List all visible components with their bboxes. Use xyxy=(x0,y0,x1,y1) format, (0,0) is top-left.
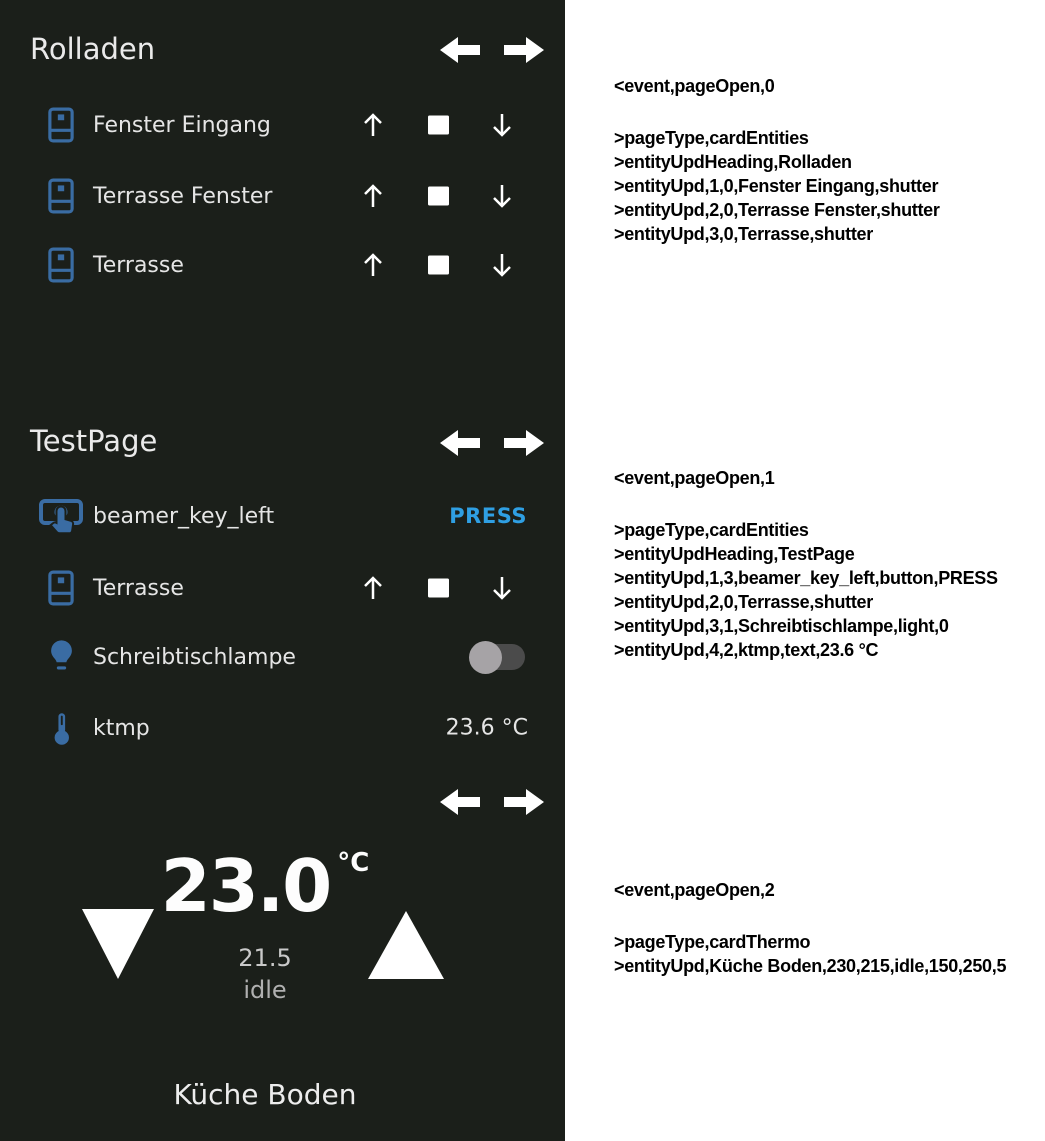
shutter-up-button[interactable] xyxy=(361,181,385,211)
shutter-stop-button[interactable] xyxy=(428,256,449,275)
log-line: >entityUpd,1,3,beamer_key_left,button,PRESS xyxy=(614,568,998,588)
nav-prev-button[interactable] xyxy=(440,787,480,817)
press-button[interactable]: PRESS xyxy=(449,504,527,528)
log-line: >entityUpd,4,2,ktmp,text,23.6 °C xyxy=(614,640,879,660)
current-temperature-value: 23.0 xyxy=(160,844,331,928)
log-line: >entityUpd,2,0,Terrasse,shutter xyxy=(614,592,873,612)
entity-row-ktmp xyxy=(38,706,543,750)
temperature-unit: °C xyxy=(337,848,370,878)
nav-prev-button[interactable] xyxy=(440,428,480,458)
shutter-stop-button[interactable] xyxy=(428,579,449,598)
log-line: >entityUpdHeading,TestPage xyxy=(614,544,855,564)
arrow-right-icon xyxy=(504,35,544,65)
serial-log-block-1 xyxy=(614,466,1044,662)
log-line: >entityUpdHeading,Rolladen xyxy=(614,152,852,172)
log-line: >entityUpd,2,0,Terrasse Fenster,shutter xyxy=(614,200,940,220)
shutter-down-button[interactable] xyxy=(490,110,514,140)
shutter-down-button[interactable] xyxy=(490,573,514,603)
log-line: >pageType,cardEntities xyxy=(614,128,809,148)
shutter-down-button[interactable] xyxy=(490,250,514,280)
log-line: >pageType,cardEntities xyxy=(614,520,809,540)
shutter-icon xyxy=(38,247,84,283)
light-toggle-switch[interactable] xyxy=(470,644,525,670)
log-line: >pageType,cardThermo xyxy=(614,932,811,952)
shutter-icon xyxy=(38,107,84,143)
shutter-stop-button[interactable] xyxy=(428,116,449,135)
arrow-left-icon xyxy=(440,787,480,817)
stop-square-icon xyxy=(428,256,449,275)
log-line: >entityUpd,3,0,Terrasse,shutter xyxy=(614,224,873,244)
shutter-icon xyxy=(38,570,84,606)
arrow-left-icon xyxy=(440,428,480,458)
shutter-icon xyxy=(38,178,84,214)
serial-log-block-2 xyxy=(614,878,1044,978)
entity-row-schreibtischlampe xyxy=(38,635,543,679)
entity-label: ktmp xyxy=(93,715,150,741)
log-event-line: <event,pageOpen,1 xyxy=(614,468,775,488)
page-title-rolladen: Rolladen xyxy=(30,32,156,66)
log-line: >entityUpd,3,1,Schreibtischlampe,light,0 xyxy=(614,616,949,636)
toggle-knob xyxy=(469,641,502,674)
hvac-state: idle xyxy=(243,976,287,1004)
thermo-card-title: Küche Boden xyxy=(173,1078,357,1111)
target-temperature: 21.5 xyxy=(238,944,292,972)
nav-next-button[interactable] xyxy=(504,35,544,65)
shutter-up-button[interactable] xyxy=(361,250,385,280)
lightbulb-icon xyxy=(38,638,84,676)
nav-prev-button[interactable] xyxy=(440,35,480,65)
entity-label: beamer_key_left xyxy=(93,503,275,529)
arrow-left-icon xyxy=(440,35,480,65)
stop-square-icon xyxy=(428,116,449,135)
log-line: >entityUpd,Küche Boden,230,215,idle,150,250,5 xyxy=(614,956,1007,976)
entity-row-terrasse xyxy=(38,566,543,610)
nav-next-button[interactable] xyxy=(504,428,544,458)
serial-log-block-0 xyxy=(614,74,1044,246)
page-title-testpage: TestPage xyxy=(30,424,158,458)
entity-label: Terrasse xyxy=(93,575,184,601)
log-line: >entityUpd,1,0,Fenster Eingang,shutter xyxy=(614,176,939,196)
thermometer-icon xyxy=(38,711,84,746)
entity-row-terrasse xyxy=(38,243,543,287)
log-event-line: <event,pageOpen,0 xyxy=(614,76,775,96)
shutter-stop-button[interactable] xyxy=(428,187,449,206)
shutter-up-button[interactable] xyxy=(361,110,385,140)
sensor-value: 23.6 °C xyxy=(445,715,528,741)
arrow-right-icon xyxy=(504,428,544,458)
entity-row-beamer-key-left xyxy=(38,494,543,538)
entity-label: Terrasse Fenster xyxy=(93,183,273,209)
stop-square-icon xyxy=(428,187,449,206)
arrow-right-icon xyxy=(504,787,544,817)
nav-next-button[interactable] xyxy=(504,787,544,817)
shutter-up-button[interactable] xyxy=(361,573,385,603)
current-temperature xyxy=(0,844,530,928)
stop-square-icon xyxy=(428,579,449,598)
log-event-line: <event,pageOpen,2 xyxy=(614,880,775,900)
entity-label: Schreibtischlampe xyxy=(93,644,296,670)
entity-label: Fenster Eingang xyxy=(93,112,271,138)
entity-label: Terrasse xyxy=(93,252,184,278)
tap-button-icon xyxy=(38,496,84,536)
entity-row-fenster-eingang xyxy=(38,103,543,147)
shutter-down-button[interactable] xyxy=(490,181,514,211)
entity-row-terrasse-fenster xyxy=(38,174,543,218)
